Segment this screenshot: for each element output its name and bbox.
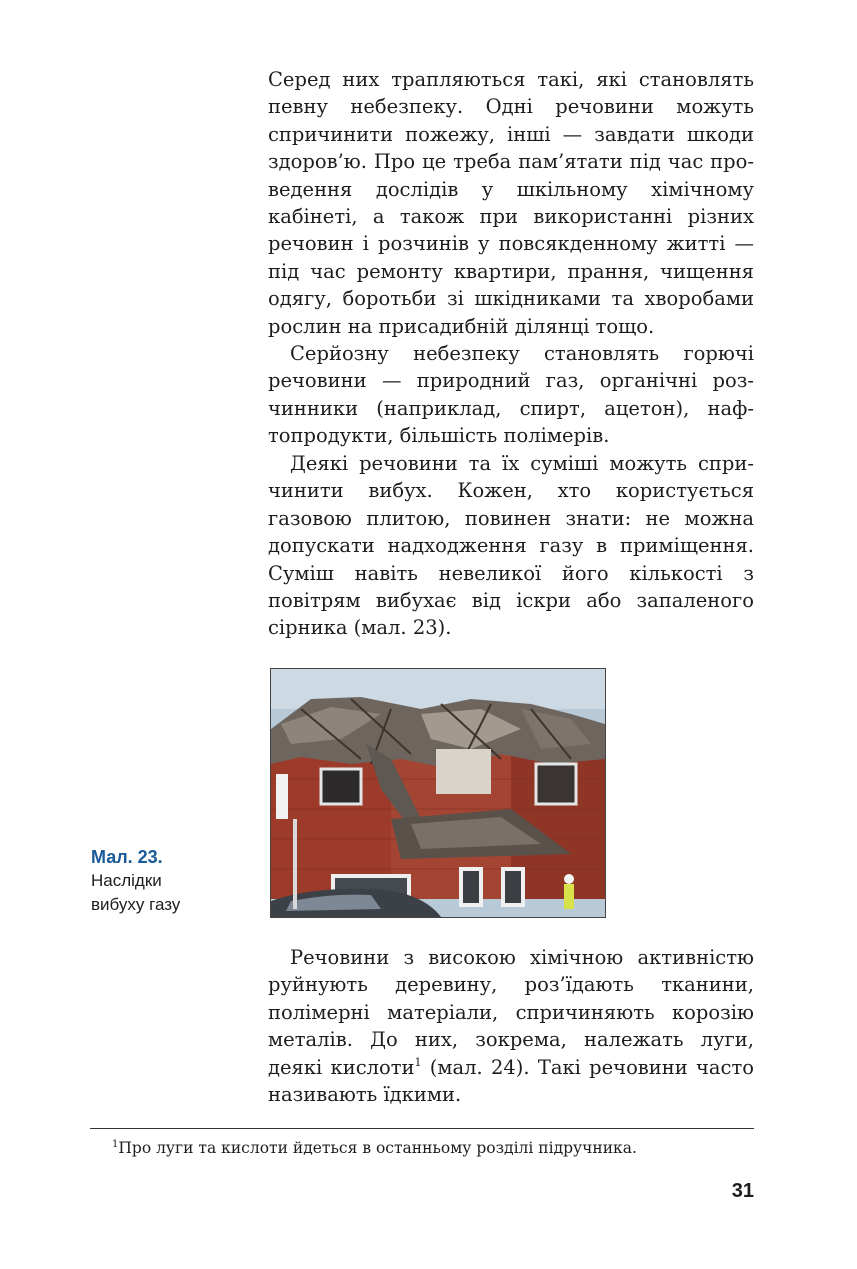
- paragraph-corrosive: [268, 944, 754, 1108]
- figure-label: Мал. 23.: [91, 847, 163, 867]
- explosion-photo: [270, 668, 606, 918]
- paragraph-explosion: Деякі речовини та їх суміші можуть спричинити вибух. Кожен, хто користується газовою плитою, повинен знати: не можна допускати надходження газу в приміщення. Суміш навіть невеликої його кількості з повітрям вибухає від іскри або запаленого сірника (мал. 23).: [268, 452, 754, 640]
- paragraph-hazards: Серед них трапляються такі, які становлять певну небезпеку. Одні речовини можуть спричинити пожежу, інші — завдати шкоди здоров’ю. Про це треба пам’ятати під час проведення дослідів у шкільному хімічному кабінеті, а також при використанні різних речовин і розчинів у повсякденному житті — під час ремонту квартири, прання, чищення одягу, боротьби зі шкідниками та хворобами рослин на присадибній ділянці тощо.: [268, 68, 754, 338]
- footnote-reference: 1: [414, 1055, 422, 1069]
- paragraph-flammable: Серйозну небезпеку становлять горючі речовини — природний газ, органічні розчинники (наприклад, спирт, ацетон), нафтопродукти, більшість полімерів.: [268, 342, 754, 448]
- paragraph-corrosive-end: (мал. 24). Такі речовини часто називають їдкими.: [268, 1055, 754, 1107]
- footnote-divider: [90, 1128, 754, 1129]
- footnote-text: Про луги та кислоти йдеться в останньому розділі підручника.: [118, 1139, 637, 1157]
- footnote-marker: 1: [112, 1139, 119, 1150]
- footnote: [112, 1139, 637, 1157]
- figure-caption-line1: Наслідки: [91, 871, 162, 890]
- figure-caption: [91, 845, 180, 917]
- figure-caption-line2: вибуху газу: [91, 895, 181, 914]
- page-number: 31: [731, 1180, 754, 1202]
- paragraph-corrosive-start: Речовини з високою хімічною активністю руйнують деревину, роз’їдають тканини, полімерні матеріали, спричиняють корозію металів. До них, зокрема, належать луги, деякі кислоти: [268, 946, 754, 1079]
